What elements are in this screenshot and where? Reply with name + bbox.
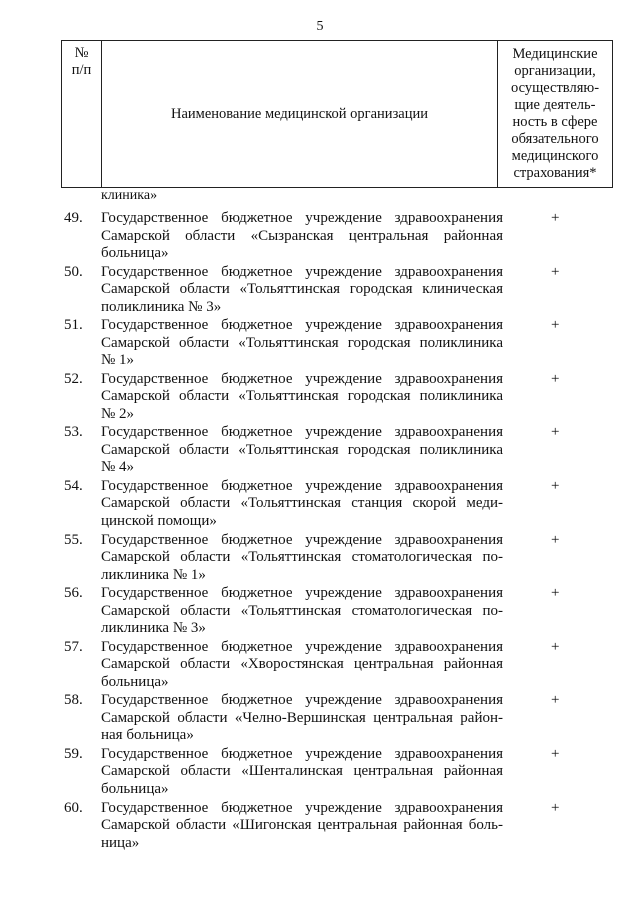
organization-name-line: Государственное бюджетное учреждение здравоохранения: [101, 799, 503, 816]
organization-name: [101, 478, 503, 531]
organization-name-line: ная больница»: [101, 727, 194, 744]
organization-name: [101, 639, 503, 692]
table-row: [0, 746, 640, 800]
organization-name-line: Государственное бюджетное учреждение здравоохранения: [101, 585, 503, 602]
oms-plus-mark: +: [551, 370, 560, 387]
organization-name-line: Самарской области «Тольяттинская городская поликлиника: [101, 441, 503, 458]
organization-name-line: № 1»: [101, 352, 135, 369]
organization-name-line: № 2»: [101, 405, 135, 422]
header-oms-label: ность в сфере: [512, 114, 598, 130]
header-number-column: [62, 41, 102, 188]
organization-name-line: Самарской области «Тольяттинская станция скорой меди-: [101, 495, 503, 512]
organization-name-line: № 4»: [101, 459, 135, 476]
oms-plus-mark: +: [551, 638, 560, 655]
table-row: [0, 639, 640, 693]
organization-name: [101, 746, 503, 799]
row-number: 49.: [64, 210, 83, 226]
organization-name-line: Самарской области «Тольяттинская городская поликлиника: [101, 334, 503, 351]
table-row: [0, 264, 640, 318]
organization-name-line: Самарской области «Хворостянская центральная районная: [101, 656, 503, 673]
organization-name: [101, 317, 503, 370]
organization-name-line: Государственное бюджетное учреждение здравоохранения: [101, 263, 503, 280]
header-oms-column: [498, 41, 613, 188]
organization-name-line: ликлиника № 1»: [101, 566, 206, 583]
organization-name-line: поликлиника № 3»: [101, 298, 222, 315]
row-number: 50.: [64, 263, 83, 280]
header-oms-label: обязательного: [511, 131, 599, 147]
header-oms-label: организации,: [514, 63, 596, 79]
oms-plus-mark: +: [551, 477, 560, 494]
header-oms-label: щие деятель-: [514, 97, 596, 113]
organization-name-line: Самарской области «Тольяттинская стоматологическая по-: [101, 602, 503, 619]
organization-name: [101, 585, 503, 638]
row-number: 56.: [64, 585, 83, 602]
carry-over-text: клиника»: [101, 188, 158, 203]
organization-name: [101, 371, 503, 424]
organization-name-line: Государственное бюджетное учреждение здравоохранения: [101, 424, 503, 441]
organization-name-line: Государственное бюджетное учреждение здравоохранения: [101, 317, 503, 334]
table-row: [0, 424, 640, 478]
row-number: 51.: [64, 317, 83, 334]
table-row: [0, 532, 640, 586]
organization-name-line: цинской помощи»: [101, 512, 217, 529]
organization-name-line: ница»: [101, 834, 140, 851]
row-number: 52.: [64, 370, 83, 387]
organization-name-line: Самарской области «Сызранская центральная районная: [101, 227, 503, 244]
organization-name: [101, 424, 503, 477]
header-name-label: Наименование медицинской организации: [170, 105, 429, 122]
organization-name-line: Государственное бюджетное учреждение здравоохранения: [101, 477, 503, 494]
organization-name-line: Государственное бюджетное учреждение здравоохранения: [101, 692, 503, 709]
table-row: [0, 371, 640, 425]
organization-name-line: Государственное бюджетное учреждение здравоохранения: [101, 638, 503, 655]
header-name-column: [102, 41, 498, 188]
row-number: 55.: [64, 531, 83, 548]
oms-plus-mark: +: [551, 317, 560, 334]
organization-name-line: Самарской области «Тольяттинская городская клиническая: [101, 281, 503, 298]
header-number-label: №: [74, 45, 89, 61]
organization-name-line: больница»: [101, 780, 169, 797]
oms-plus-mark: +: [551, 424, 560, 441]
header-oms-label: осуществляю-: [510, 80, 600, 96]
organization-name: [101, 532, 503, 585]
table-row: [0, 478, 640, 532]
organization-list: [0, 210, 640, 853]
table-row: [0, 585, 640, 639]
organization-name-line: Государственное бюджетное учреждение здравоохранения: [101, 370, 503, 387]
row-number: 59.: [64, 745, 83, 762]
oms-plus-mark: +: [551, 692, 560, 709]
oms-plus-mark: +: [551, 745, 560, 762]
table-header: [61, 40, 613, 188]
organization-name-line: Самарской области «Тольяттинская стоматологическая по-: [101, 549, 503, 566]
header-oms-label: медицинского: [511, 148, 599, 164]
row-number: 54.: [64, 477, 83, 494]
organization-name-line: ликлиника № 3»: [101, 620, 206, 637]
row-number: 60.: [64, 799, 83, 816]
header-oms-label: страхования*: [513, 165, 597, 181]
oms-plus-mark: +: [551, 263, 560, 280]
oms-plus-mark: +: [551, 585, 560, 602]
header-number-label: п/п: [71, 62, 92, 78]
organization-name: [101, 692, 503, 745]
organization-name: [101, 264, 503, 317]
organization-name-line: Государственное бюджетное учреждение здравоохранения: [101, 210, 503, 226]
table-row: [0, 692, 640, 746]
table-row: [0, 800, 640, 854]
table-row: [0, 317, 640, 371]
row-number: 57.: [64, 638, 83, 655]
organization-name-line: больница»: [101, 673, 169, 690]
organization-name-line: Государственное бюджетное учреждение здравоохранения: [101, 531, 503, 548]
organization-name-line: Самарской области «Шенталинская центральная районная: [101, 763, 503, 780]
organization-name: [101, 800, 503, 853]
header-oms-label: Медицинские: [512, 46, 598, 62]
oms-plus-mark: +: [551, 210, 560, 226]
organization-name-line: Государственное бюджетное учреждение здравоохранения: [101, 745, 503, 762]
page-number: 5: [316, 19, 324, 34]
row-number: 58.: [64, 692, 83, 709]
oms-plus-mark: +: [551, 531, 560, 548]
organization-name: [101, 210, 503, 263]
oms-plus-mark: +: [551, 799, 560, 816]
organization-name-line: Самарской области «Шигонская центральная районная боль-: [101, 817, 503, 834]
organization-name-line: Самарской области «Челно-Вершинская центральная район-: [101, 709, 503, 726]
row-number: 53.: [64, 424, 83, 441]
organization-name-line: Самарской области «Тольяттинская городская поликлиника: [101, 388, 503, 405]
organization-name-line: больница»: [101, 245, 169, 261]
table-row: [0, 210, 640, 264]
